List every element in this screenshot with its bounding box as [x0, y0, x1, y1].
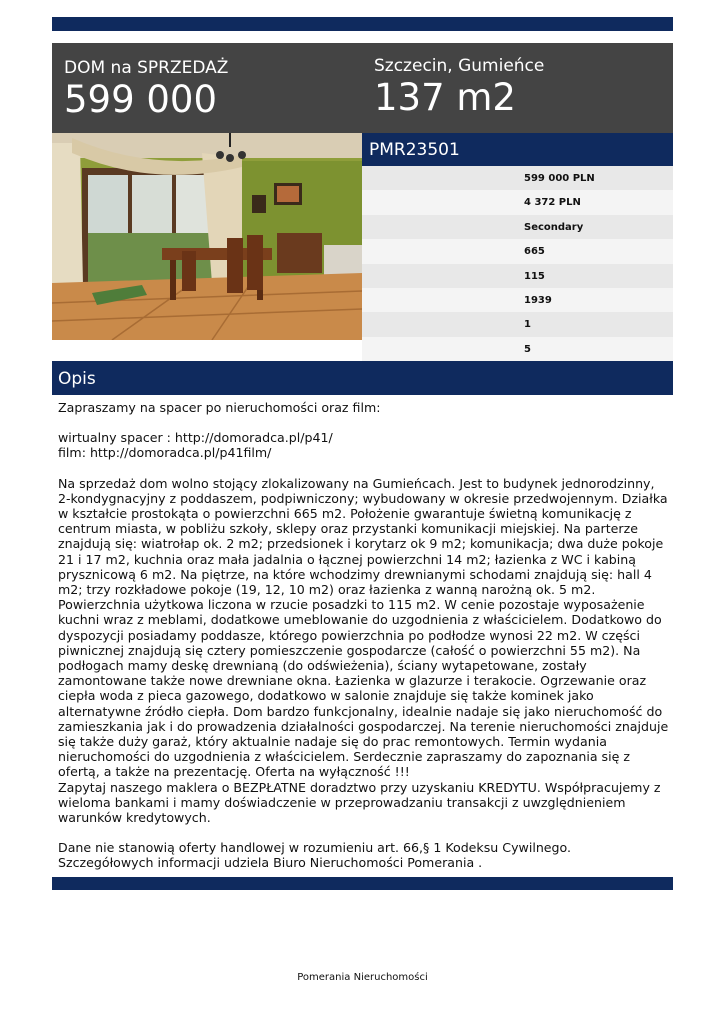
spec-row	[362, 264, 673, 288]
spec-row	[362, 215, 673, 239]
description-disclaimer: Dane nie stanowią oferty handlowej w rozumieniu art. 66,§ 1 Kodeksu Cywilnego. Szczegółowych informacji udziela Biuro Nieruchomości Pomerania .	[58, 840, 572, 871]
top-accent-bar	[52, 17, 673, 31]
spec-row	[362, 166, 673, 190]
property-area: 137 m2	[374, 76, 516, 119]
bottom-accent-bar	[52, 877, 673, 890]
description-links: wirtualny spacer : http://domoradca.pl/p41/ film: http://domoradca.pl/p41film/	[58, 430, 333, 461]
description-heading: Opis	[58, 369, 96, 389]
spec-row	[362, 190, 673, 214]
spec-floors: 1	[524, 319, 531, 331]
spec-row	[362, 288, 673, 312]
spec-table	[362, 166, 673, 361]
description-body	[58, 400, 670, 871]
spec-year-built: 1939	[524, 294, 552, 306]
description-heading-bar	[52, 361, 673, 395]
property-photo	[52, 133, 362, 340]
description-paragraph: Na sprzedaż dom wolno stojący zlokalizowany na Gumieńcach. Jest to budynek jednorodzinny, 2-kondygnacyjny z poddaszem, podpiwniczony; wybudowany w okresie przedwojennym. Działka w kształcie prostokąta o powierzchni 665 m2. Położenie gwarantuje świetną komunikację z centrum miasta, w pobliżu szkoły, sklepy oraz przystanki komunikacji miejskiej. Na parterze znajdują się: wiatrołap ok. 2 m2; przedsionek i korytarz ok 9 m2; komunikacja; dwa duże pokoje 21 i 17 m2, kuchnia oraz mała jadalnia o łącznej powierzchni 14 m2; łazienka z WC i kabiną prysznicową 6 m2. Na piętrze, na które wchodzimy drewnianymi schodami znajdują się: hall 4 m2; trzy rozkładowe pokoje (19, 12, 10 m2) oraz łazienka z wanną narożną ok. 5 m2. Powierzchnia użytkowa liczona w rzucie posadzki to 115 m2. W cenie pozostaje wyposażenie kuchni wraz z meblami, dodatkowe umeblowanie do uzgodnienia z właścicielem. Dodatkowo do dyspozycji posiadamy poddasze, którego powierzchnia po podłodze wynosi 22 m2. W części piwnicznej znajdują się cztery pomieszczenie gospodarcze (całość o powierzchni 55 m2). Na podłogach mamy deskę drewnianą (do odświeżenia), ściany wytapetowane, zostały zamontowane także nowe drewniane okna. Łazienka w glazurze i terakocie. Ogrzewanie oraz ciepła woda z pieca gazowego, dodatkowo w salonie znajduje się także kominek jako alternatywne źródło ciepła. Dom bardzo funkcjonalny, idealnie nadaje się jako nieruchomość do zamieszkania jak i do prowadzenia działalności gospodarczej. Na terenie nieruchomości znajduje się także duży garaż, który aktualnie nadaje się do prac remontowych. Termin wydania nieruchomości do uzgodnienia z właścicielem. Serdecznie zapraszamy do zapoznania się z ofertą, a także na prezentację. Oferta na wyłączność !!! Zapytaj naszego maklera o BEZPŁATNE doradztwo przy uzyskaniu KREDYTU. Współpracujemy z wieloma bankami i mamy doświadczenie w przeprowadzaniu transakcji z uwzględnieniem warunków kredytowych.	[58, 475, 669, 826]
spec-plot-area: 665	[524, 246, 545, 258]
footer-company: Pomerania Nieruchomości	[297, 972, 428, 983]
listing-header	[52, 43, 673, 133]
description-paragraph: Zapraszamy na spacer po nieruchomości oraz film:	[58, 400, 381, 415]
header-right	[374, 55, 544, 119]
spec-row	[362, 239, 673, 263]
spec-rooms: 5	[524, 343, 531, 355]
listing-code: PMR23501	[369, 140, 460, 160]
spec-price-per-m2: 4 372 PLN	[524, 197, 581, 209]
header-left	[64, 57, 228, 121]
spec-row	[362, 337, 673, 361]
spec-row	[362, 312, 673, 336]
property-price: 599 000	[64, 78, 218, 121]
property-type: DOM na SPRZEDAŻ	[64, 58, 229, 78]
listing-code-bar	[362, 133, 673, 166]
property-location: Szczecin, Gumieńce	[374, 56, 545, 76]
spec-usable-area: 115	[524, 270, 545, 282]
spec-price: 599 000 PLN	[524, 173, 595, 184]
spec-market: Secondary	[524, 221, 584, 233]
